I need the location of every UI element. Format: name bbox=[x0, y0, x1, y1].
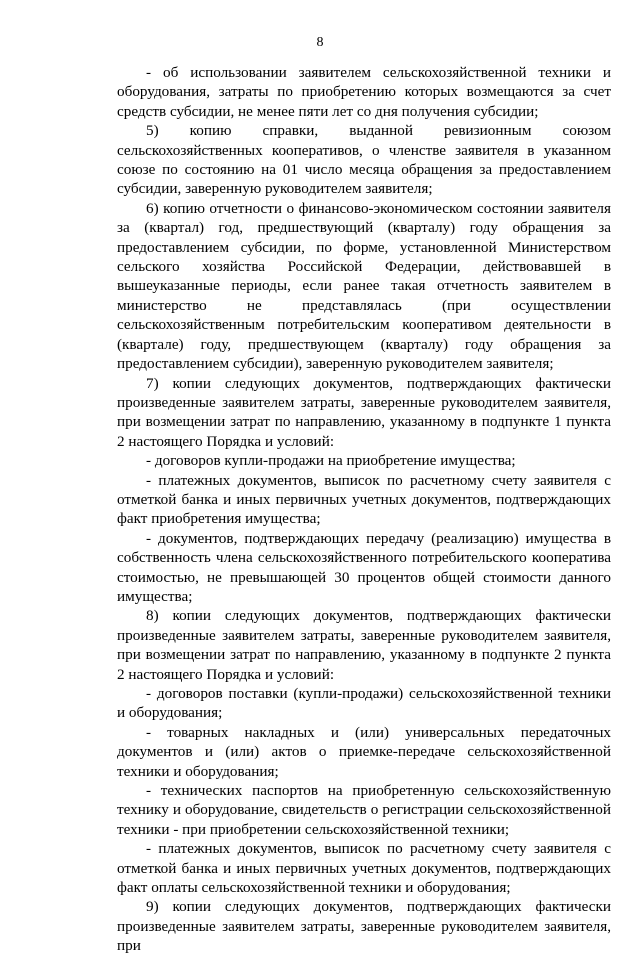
paragraph: - об использовании заявителем сельскохозяйственной техники и оборудования, затраты по приобретению которых возмещаются за счет средств субсидии, не менее пяти лет со дня получения субсидии; bbox=[117, 64, 611, 120]
paragraph: - документов, подтверждающих передачу (реализацию) имущества в собственность члена сельскохозяйственного потребительского кооператива стоимостью, не превышающей 30 процентов общей стоимости данного имущества; bbox=[117, 529, 611, 605]
page-number: 8 bbox=[316, 35, 324, 50]
paragraph: 9) копии следующих документов, подтверждающих фактически произведенные заявителем затраты, заверенные руководителем заявителя, при bbox=[117, 898, 611, 955]
paragraph: - договоров купли-продажи на приобретение имущества; bbox=[146, 452, 516, 470]
paragraph: - товарных накладных и (или) универсальных передаточных документов и (или) актов о приемке-передаче сельскохозяйственной техники и оборудования; bbox=[117, 723, 611, 780]
paragraph: 8) копии следующих документов, подтверждающих фактически произведенные заявителем затраты, заверенные руководителем заявителя, при возмещении затрат по направлению, указанному в подпункте 2 пункта 2 настоящего Порядка и условий: bbox=[117, 607, 611, 683]
paragraph: 5) копию справки, выданной ревизионным союзом сельскохозяйственных кооперативов, о членстве заявителя в указанном союзе по состоянию на 01 число месяца обращения за предоставлением субсидии, заверенную руководителем заявителя; bbox=[117, 122, 611, 198]
paragraph: 6) копию отчетности о финансово-экономическом состоянии заявителя за (квартал) год, предшествующий (кварталу) году обращения за предоставлением субсидии, по форме, установленной Министерством сельского хозяйства Российской Федерации, действовавшей в вышеуказанные периоды, если ранее такая отчетность заявителем в министерство не представлялась (при осуществлении сельскохозяйственным потребительским кооперативом деятельности в (квартале) году, предшествующем (кварталу) году обращения за предоставлением субсидии), заверенную руководителем заявителя; bbox=[117, 199, 611, 373]
paragraph: - платежных документов, выписок по расчетному счету заявителя с отметкой банка и иных первичных учетных документов, подтверждающих факт оплаты сельскохозяйственной техники и оборудования; bbox=[117, 840, 611, 897]
paragraph: 7) копии следующих документов, подтверждающих фактически произведенные заявителем затраты, заверенные руководителем заявителя, при возмещении затрат по направлению, указанному в подпункте 1 пункта 2 настоящего Порядка и условий: bbox=[117, 374, 611, 450]
paragraph: - платежных документов, выписок по расчетному счету заявителя с отметкой банка и иных первичных учетных документов, подтверждающих факт приобретения имущества; bbox=[117, 471, 611, 528]
paragraph: - технических паспортов на приобретенную сельскохозяйственную технику и оборудование, свидетельств о регистрации сельскохозяйственной техники - при приобретении сельскохозяйственной техники; bbox=[117, 782, 611, 838]
document-body bbox=[117, 63, 611, 956]
paragraph: - договоров поставки (купли-продажи) сельскохозяйственной техники и оборудования; bbox=[117, 685, 611, 722]
